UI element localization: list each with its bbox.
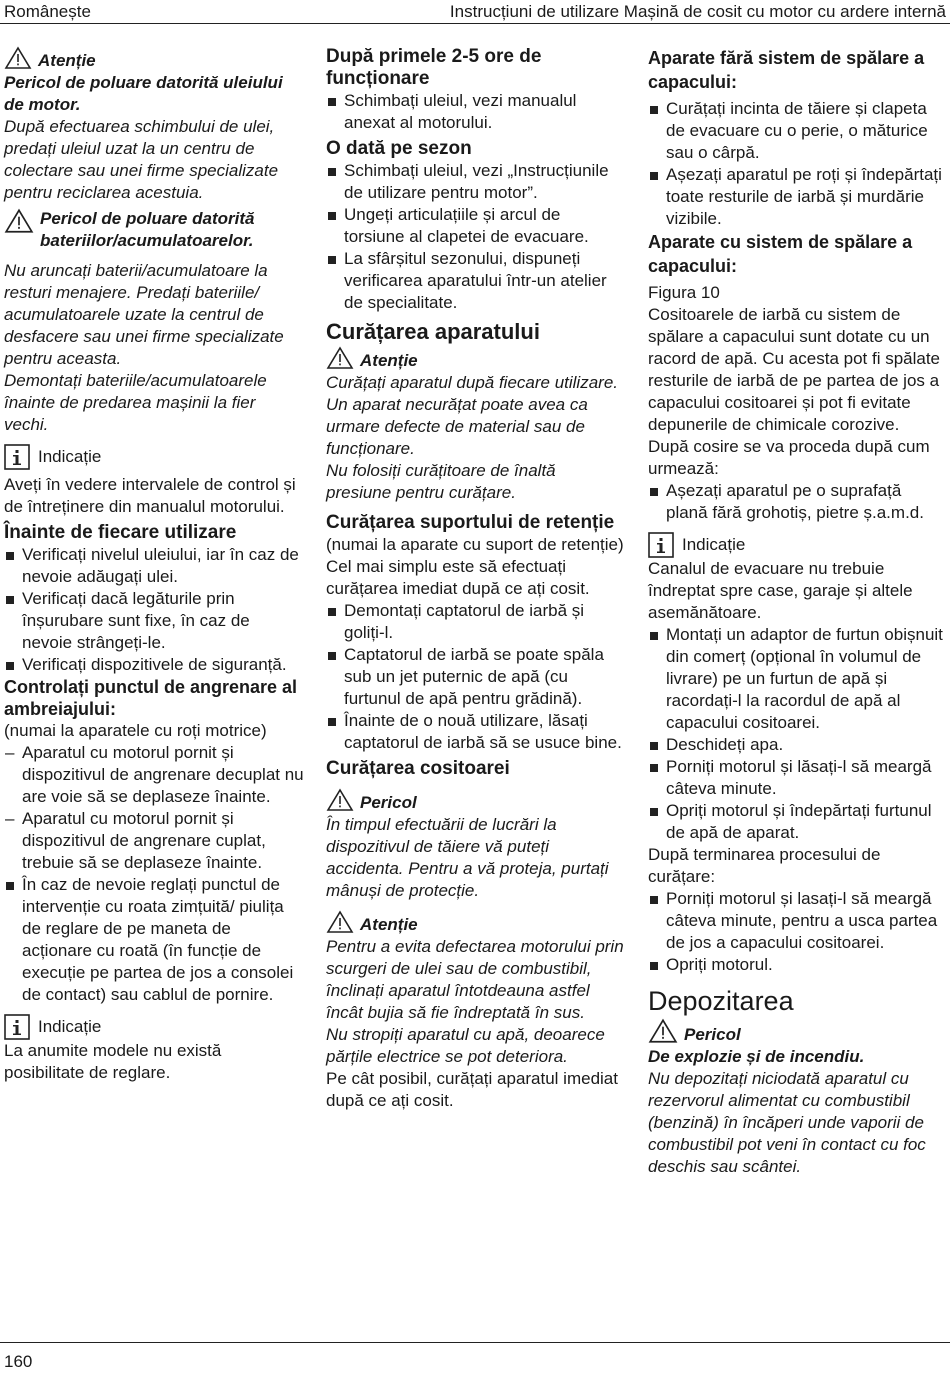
first-hours-list: [326, 90, 624, 134]
danger-title: Pericol: [360, 793, 417, 812]
list-item: Opriți motorul.: [648, 954, 946, 976]
warning-triangle-icon: [326, 788, 354, 812]
list-item: Montați un adaptor de furtun obișnuit din comerț (opțional în volumul de livrare) pe un furtun de apă și racordați-l la racordul de apă al capacului cositoarei.: [648, 624, 946, 734]
catcher-text: Cel mai simplu este să efectuați curățarea imediat după ce ați cosit.: [326, 557, 590, 598]
warning-triangle-icon: [648, 1018, 678, 1044]
note-title: Indicație: [38, 1017, 102, 1036]
first-hours-heading: După primele 2-5 ore de funcționare: [326, 46, 542, 89]
danger-storage-heading: [648, 1018, 946, 1046]
wash-list-2: [648, 624, 946, 844]
column-1: [4, 46, 304, 1084]
list-item: – Aparatul cu motorul pornit și dispozitivul de angrenare cuplat, trebuie să se deplaseze înainte.: [4, 808, 304, 874]
warning-battery-title: Pericol de poluare datorită bateriilor/acumulatoarelor.: [40, 209, 255, 250]
footer-rule: [0, 1342, 950, 1343]
note-heading: [4, 1014, 304, 1040]
deck-heading: Curățarea cositoarei: [326, 758, 510, 779]
catcher-list: [326, 600, 624, 754]
info-icon: [648, 532, 674, 558]
warning-battery-text-1: Nu aruncați baterii/acumulatoare la resturi menajere. Predați bateriile/ acumulatoarele uzate la centrul de desfacere sau unei firme specializate pentru aceasta.: [4, 261, 284, 368]
warning-tilt-heading: [326, 910, 624, 936]
header-rule: [0, 23, 950, 24]
column-2: [326, 46, 624, 1112]
warning-battery-text-2: Demontați bateriile/acumulatoarele înainte de predarea mașinii la fier vechi.: [4, 371, 267, 434]
list-item: Așezați aparatul pe roți și îndepărtați toate resturile de iarbă și murdărie vizibile.: [648, 164, 946, 230]
danger-storage-text: Nu depozitați niciodată aparatul cu rezervorul alimentat cu combustibil (benzină) în încăperi unde vaporii de combustibil pot veni în contact cu foc deschis sau scântei.: [648, 1069, 926, 1176]
note-title: Indicație: [682, 535, 746, 554]
cleaning-heading: Curățarea aparatului: [326, 319, 540, 344]
note-title: Indicație: [38, 447, 102, 466]
warning-triangle-icon: [4, 46, 32, 70]
warning-tilt-text-1: Pentru a evita defectarea motorului prin scurgeri de ulei sau de combustibil, înclinați aparatul întotdeauna astfel încât bujia să fie îndreptată în sus.: [326, 937, 624, 1022]
list-item: Opriți motorul și îndepărtați furtunul de apă de aparat.: [648, 800, 946, 844]
danger-text: În timpul efectuării de lucrări la dispozitivul de tăiere vă puteți accidenta. Pentru a vă proteja, purtați mânuși de protecție.: [326, 815, 609, 900]
warning-battery-heading: [4, 208, 304, 252]
no-wash-heading: Aparate fără sistem de spălare a capacului:: [648, 48, 925, 92]
no-wash-list: [648, 98, 946, 230]
list-item: Schimbați uleiul, vezi „Instrucțiunile de utilizare pentru motor”.: [326, 160, 624, 204]
info-icon: [4, 444, 30, 470]
warning-cleaning-text-1: Curățați aparatul după fiecare utilizare. Un aparat necurățat poate avea ca urmare defecte de material sau de funcționare.: [326, 373, 618, 458]
wash-list-3: [648, 888, 946, 976]
list-item: La sfârșitul sezonului, dispuneți verificarea aparatului într-un atelier de specialitate.: [326, 248, 624, 314]
before-use-heading: Înainte de fiecare utilizare: [4, 522, 237, 543]
list-item: Verificați nivelul uleiului, iar în caz de nevoie adăugați ulei.: [4, 544, 304, 588]
page-header: [0, 0, 950, 24]
warning-cleaning-text-2: Nu folosiți curățitoare de înaltă presiune pentru curățare.: [326, 461, 556, 502]
list-item: Verificați dispozitivele de siguranță.: [4, 654, 304, 676]
list-item: Porniți motorul și lăsați-l să meargă câteva minute.: [648, 756, 946, 800]
warning-triangle-icon: [326, 910, 354, 934]
catcher-subtitle: (numai la aparate cu suport de retenție): [326, 535, 624, 554]
list-item: Verificați dacă legăturile prin înșurubare sunt fixe, în caz de nevoie strângeți-le.: [4, 588, 304, 654]
wash-heading: Aparate cu sistem de spălare a capacului:: [648, 232, 913, 276]
danger-title: Pericol: [684, 1025, 741, 1044]
warning-title: Atenție: [360, 915, 418, 934]
clutch-dash-list: [4, 742, 304, 874]
info-icon: [4, 1014, 30, 1040]
warning-title: Atenție: [360, 351, 418, 370]
list-item: Schimbați uleiul, vezi manualul anexat al motorului.: [326, 90, 624, 134]
page-number: 160: [4, 1352, 33, 1371]
clutch-list: [4, 874, 304, 1006]
warning-triangle-icon: [326, 346, 354, 370]
language-label: Românește: [4, 2, 91, 21]
list-item: Captatorul de iarbă se poate spăla sub un jet puternic de apă (cu furtunul de apă pentru grădină).: [326, 644, 624, 710]
after-text: După terminarea procesului de curățare:: [648, 845, 881, 886]
warning-triangle-icon: [4, 208, 34, 234]
warning-tilt-text-2: Nu stropiți aparatul cu apă, deoarece părțile electrice se pot deteriora.: [326, 1025, 605, 1066]
before-use-list: [4, 544, 304, 676]
wash-text-1: Cositoarele de iarbă cu sistem de spălare a capacului sunt dotate cu un racord de apă. Cu acesta pot fi spălate resturile de iarbă de pe partea de jos a capacului cositoarei și pot fi evitate depunerile de chimicale corozive.: [648, 305, 941, 434]
list-item: Curățați incinta de tăiere și clapeta de evacuare cu o perie, o măturice sau o cârpă.: [648, 98, 946, 164]
list-item: Ungeți articulațiile și arcul de torsiune al clapetei de evacuare.: [326, 204, 624, 248]
warning-oil-text: După efectuarea schimbului de ulei, predați uleiul uzat la un centru de colectare sau unei firme specializate pentru reciclarea acestuia.: [4, 117, 279, 202]
document-title: Instrucțiuni de utilizare Mașină de cosit cu motor cu ardere internă: [449, 2, 946, 21]
note-text: Canalul de evacuare nu trebuie îndreptat spre case, garaje și altele asemănătoare.: [648, 559, 913, 622]
list-item: Deschideți apa.: [648, 734, 946, 756]
season-heading: O dată pe sezon: [326, 138, 472, 159]
danger-storage-bold: De explozie și de incendiu.: [648, 1047, 865, 1066]
catcher-heading: Curățarea suportului de retenție: [326, 512, 615, 533]
warning-oil-heading: [4, 46, 304, 72]
warning-oil-bold: Pericol de poluare datorită uleiului de motor.: [4, 73, 283, 114]
wash-list-1: [648, 480, 946, 524]
cleaning-end-text: Pe cât posibil, curățați aparatul imediat după ce ați cosit.: [326, 1069, 618, 1110]
list-item: Înainte de o nouă utilizare, lăsați captatorul de iarbă să se usuce bine.: [326, 710, 624, 754]
list-item: – Aparatul cu motorul pornit și dispozitivul de angrenare decuplat nu are voie să se deplaseze înainte.: [4, 742, 304, 808]
storage-heading: Depozitarea: [648, 986, 794, 1016]
danger-heading: [326, 788, 624, 814]
column-3: [648, 46, 946, 1178]
figure-reference: Figura 10: [648, 283, 720, 302]
note-text: La anumite modele nu există posibilitate de reglare.: [4, 1041, 222, 1082]
list-item: Demontați captatorul de iarbă și goliți-l.: [326, 600, 624, 644]
clutch-subtitle: (numai la aparatele cu roți motrice): [4, 721, 267, 740]
list-item: Porniți motorul și lasați-l să meargă câteva minute, pentru a usca partea de jos a capacului cositoarei.: [648, 888, 946, 954]
clutch-heading: Controlați punctul de angrenare al ambreiajului:: [4, 677, 298, 719]
warning-cleaning-heading: [326, 346, 624, 372]
note-heading: [648, 532, 946, 558]
note-heading: [4, 444, 304, 470]
warning-title: Atenție: [38, 51, 96, 70]
note-text: Aveți în vedere intervalele de control și de întreținere din manualul motorului.: [4, 475, 296, 516]
list-item: În caz de nevoie reglați punctul de intervenție cu roata zimțuită/ piulița de reglare de pe maneta de acționare cu roată (în funcție de execuție pe partea de jos a consolei de contact) sau cablul de pornire.: [4, 874, 304, 1006]
wash-text-2: După cosire se va proceda după cum urmează:: [648, 437, 930, 478]
season-list: [326, 160, 624, 314]
list-item: Așezați aparatul pe o suprafață plană fără grohotiș, pietre ș.a.m.d.: [648, 480, 946, 524]
